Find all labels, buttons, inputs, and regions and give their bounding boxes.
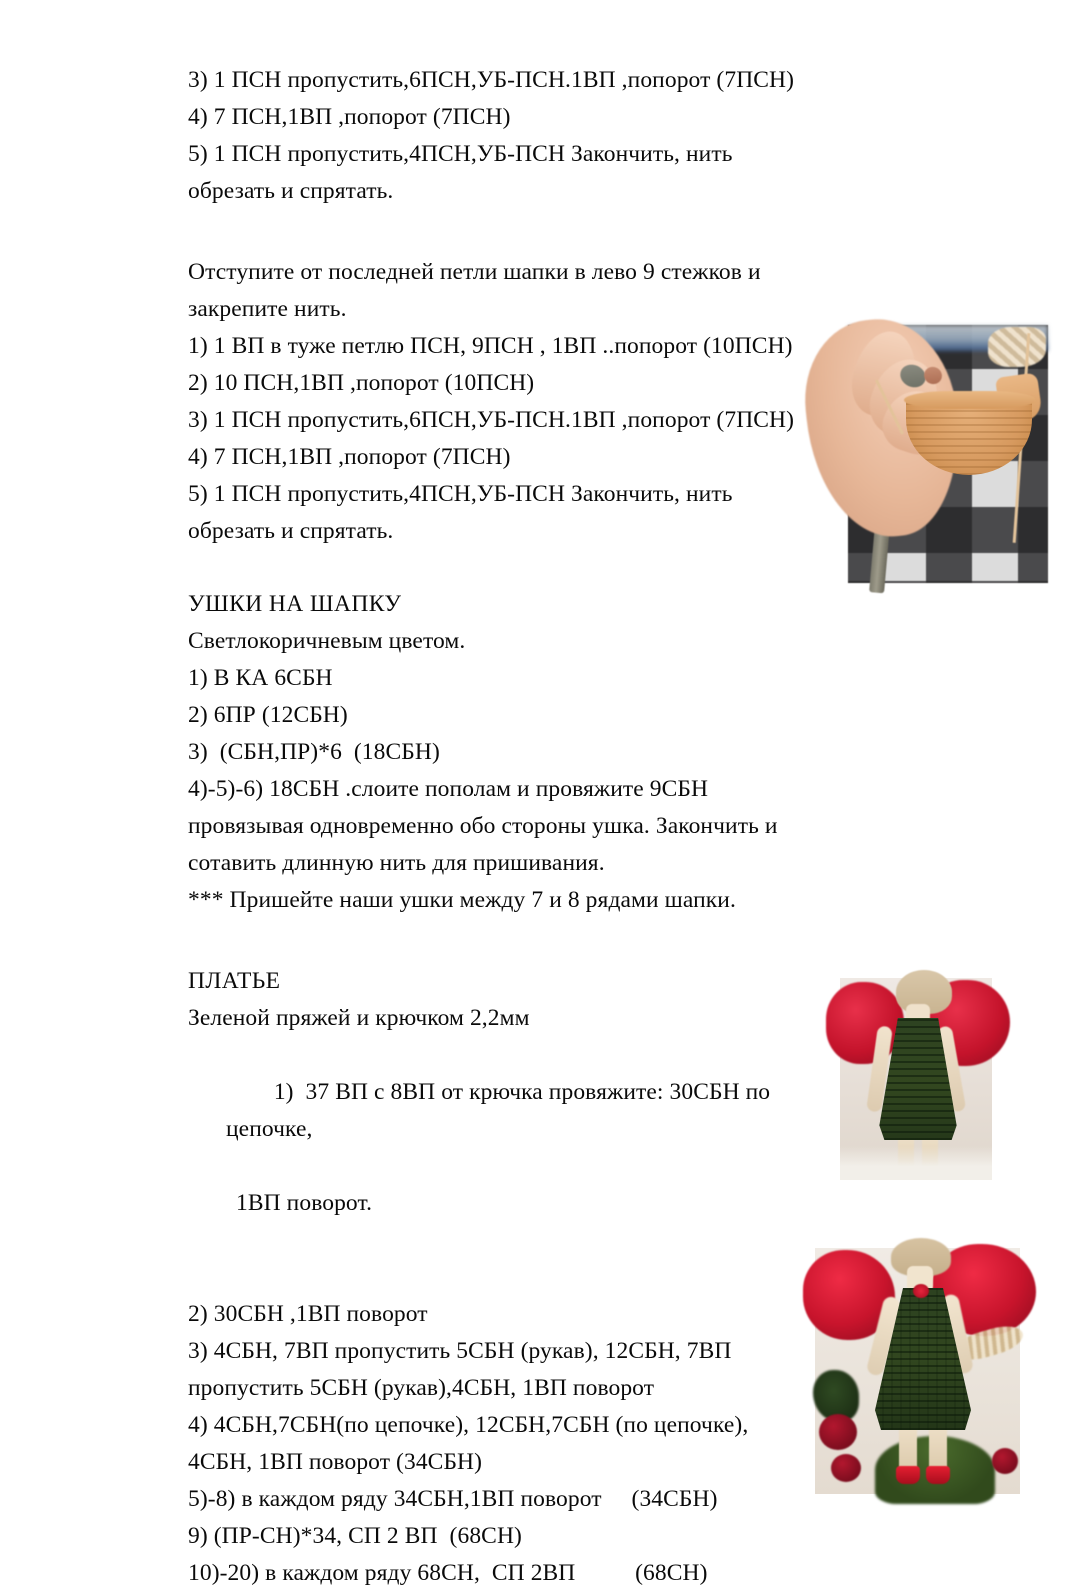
text-line: 5) 1 ПСН пропустить,4ПСН,УБ-ПСН Закончить, нить bbox=[188, 141, 733, 167]
red-berry bbox=[831, 1454, 861, 1482]
text-line: закрепите нить. bbox=[188, 296, 347, 322]
text-line: 4) 7 ПСН,1ВП ,попорот (7ПСН) bbox=[188, 444, 511, 470]
text-line: 3) 4СБН, 7ВП пропустить 5СБН (рукав), 12СБН, 7ВП bbox=[188, 1338, 732, 1364]
red-berry bbox=[819, 1414, 857, 1450]
text-line: Отступите от последней петли шапки в лево 9 стежков и bbox=[188, 259, 761, 285]
document-text-column bbox=[188, 62, 860, 1592]
photo-hat-in-progress bbox=[848, 325, 1048, 583]
paragraph-spacer bbox=[188, 550, 860, 586]
list-item-1-main: 1) 37 ВП с 8ВП от крючка провяжите: 30СБН по цепочке, bbox=[226, 1079, 777, 1142]
list-item-1-continuation: 1ВП поворот. bbox=[236, 1190, 373, 1216]
text-line: 3) 1 ПСН пропустить,6ПСН,УБ-ПСН.1ВП ,попорот (7ПСН) bbox=[188, 407, 795, 433]
paragraph-spacer bbox=[188, 919, 860, 963]
section-dress bbox=[188, 963, 860, 1592]
text-line: 2) 6ПР (12СБН) bbox=[188, 702, 348, 728]
text-line: *** Пришейте наши ушки между 7 и 8 рядами шапки. bbox=[188, 887, 736, 913]
paragraph-spacer bbox=[188, 210, 860, 254]
yarn-ball bbox=[988, 327, 1046, 367]
text-line: 4)-5)-6) 18СБН .слоите пополам и провяжите 9СБН bbox=[188, 776, 709, 802]
text-line: 2) 10 ПСН,1ВП ,попорот (10ПСН) bbox=[188, 370, 535, 396]
text-line: 4) 7 ПСН,1ВП ,попорот (7ПСН) bbox=[188, 104, 511, 130]
paragraph-hat-second-side bbox=[188, 254, 860, 550]
text-line: 5)-8) в каждом ряду 34СБН,1ВП поворот (34СБН) bbox=[188, 1486, 718, 1512]
text-line: 4СБН, 1ВП поворот (34СБН) bbox=[188, 1449, 483, 1475]
section-ears bbox=[188, 586, 860, 919]
text-line: 1) 1 ВП в туже петлю ПСН, 9ПСН , 1ВП ..попорот (10ПСН) bbox=[188, 333, 793, 359]
text-line: 5) 1 ПСН пропустить,4ПСН,УБ-ПСН Закончить, нить bbox=[188, 481, 733, 507]
text-line: 3) (СБН,ПР)*6 (18СБН) bbox=[188, 739, 440, 765]
text-line: обрезать и спрятать. bbox=[188, 178, 394, 204]
photo-doll-detail-content bbox=[815, 1248, 1020, 1494]
photo-foreground-blur bbox=[840, 1146, 992, 1180]
photo-hat-content bbox=[848, 325, 1048, 583]
text-line: 9) (ПР-СН)*34, СП 2 ВП (68СН) bbox=[188, 1523, 522, 1549]
section-heading-dress: ПЛАТЬЕ bbox=[188, 968, 281, 994]
text-line: 3) 1 ПСН пропустить,6ПСН,УБ-ПСН.1ВП ,попорот (7ПСН) bbox=[188, 67, 795, 93]
text-line: сотавить длинную нить для пришивания. bbox=[188, 850, 605, 876]
red-shoe bbox=[926, 1466, 950, 1484]
list-item-1 bbox=[188, 1037, 860, 1296]
text-line: 1) В КА 6СБН bbox=[188, 665, 333, 691]
photo-doll-green-dress-detail bbox=[815, 1248, 1020, 1494]
red-berry bbox=[992, 1448, 1018, 1474]
photo-doll-content bbox=[840, 978, 992, 1180]
text-line: 2) 30СБН ,1ВП поворот bbox=[188, 1301, 428, 1327]
text-line: Светлокоричневым цветом. bbox=[188, 628, 466, 654]
section-heading-ears: УШКИ НА ШАПКУ bbox=[188, 591, 402, 617]
text-line: обрезать и спрятать. bbox=[188, 518, 394, 544]
text-line: 4) 4СБН,7СБН(по цепочке), 12СБН,7СБН (по цепочке), bbox=[188, 1412, 749, 1438]
text-line: пропустить 5СБН (рукав),4СБН, 1ВП поворот bbox=[188, 1375, 655, 1401]
section-subtitle-dress: Зеленой пряжей и крючком 2,2мм bbox=[188, 1005, 530, 1031]
hat-brim bbox=[904, 391, 1036, 409]
red-flower-accent bbox=[913, 1284, 929, 1298]
photo-doll-green-dress bbox=[840, 978, 992, 1180]
paragraph-hat-decrease-first bbox=[188, 62, 860, 210]
text-line: провязывая одновременно обо стороны ушка. Закончить и bbox=[188, 813, 778, 839]
text-line: 10)-20) в каждом ряду 68СН, СП 2ВП (68СН) bbox=[188, 1560, 708, 1586]
red-shoe bbox=[896, 1466, 920, 1484]
